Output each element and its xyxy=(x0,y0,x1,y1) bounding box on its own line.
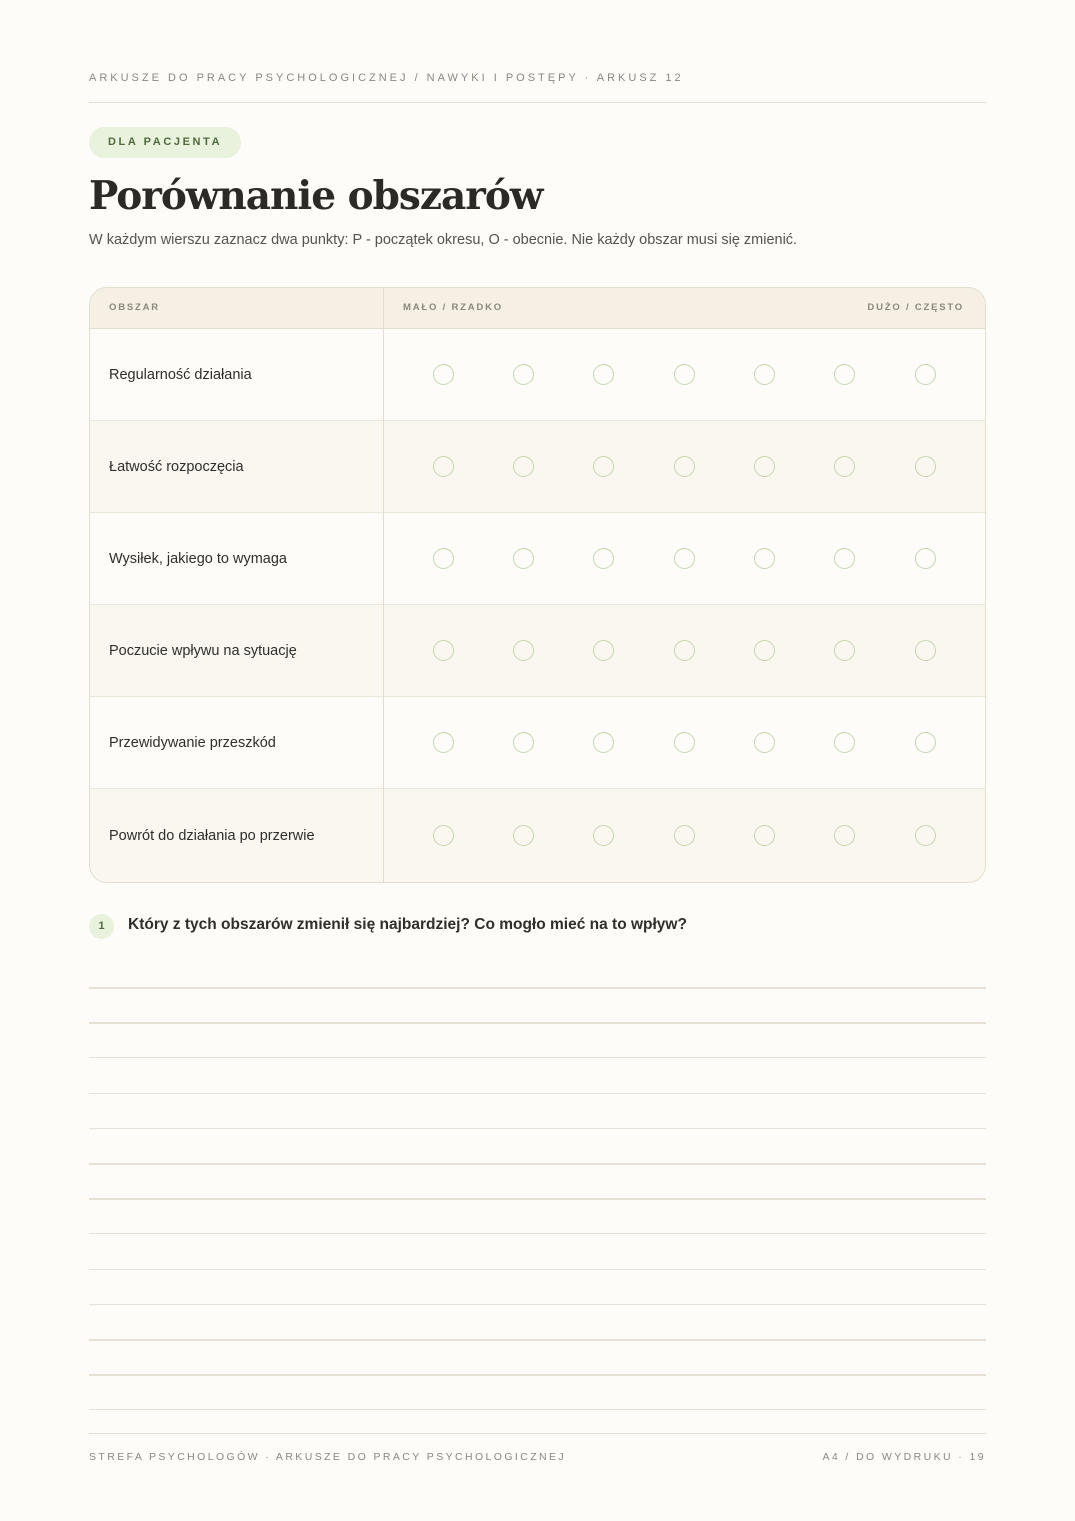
answer-line[interactable] xyxy=(89,1409,986,1410)
answer-line[interactable] xyxy=(89,987,986,989)
answer-line[interactable] xyxy=(89,1304,986,1305)
rating-grid xyxy=(89,287,986,883)
column-header-area: OBSZAR xyxy=(109,302,160,313)
question-number: 1 xyxy=(89,914,114,939)
scale-point-1[interactable] xyxy=(433,456,454,477)
scale-point-1[interactable] xyxy=(433,825,454,846)
scale-point-2[interactable] xyxy=(513,640,534,661)
scale-point-7[interactable] xyxy=(915,732,936,753)
footer-right: A4 / DO WYDRUKU · 19 xyxy=(822,1451,986,1463)
header-divider xyxy=(89,102,986,103)
scale-point-2[interactable] xyxy=(513,456,534,477)
answer-line[interactable] xyxy=(89,1233,986,1234)
question-text: Który z tych obszarów zmienił się najbardziej? Co mogło mieć na to wpływ? xyxy=(128,916,687,933)
scale-point-5[interactable] xyxy=(754,548,775,569)
instructions: W każdym wierszu zaznacz dwa punkty: P - początek okresu, O - obecnie. Nie każdy obszar musi się zmienić. xyxy=(89,232,798,248)
footer-left: STREFA PSYCHOLOGÓW · ARKUSZE DO PRACY PSYCHOLOGICZNEJ xyxy=(89,1451,567,1463)
scale-point-3[interactable] xyxy=(593,825,614,846)
answer-line[interactable] xyxy=(89,1269,986,1270)
answer-line[interactable] xyxy=(89,1163,986,1165)
scale-point-6[interactable] xyxy=(834,364,855,385)
answer-line[interactable] xyxy=(89,1198,986,1200)
row-label: Powrót do działania po przerwie xyxy=(109,827,315,844)
row-label: Łatwość rozpoczęcia xyxy=(109,458,244,475)
scale-point-6[interactable] xyxy=(834,456,855,477)
scale-point-3[interactable] xyxy=(593,364,614,385)
scale-point-4[interactable] xyxy=(674,732,695,753)
scale-point-6[interactable] xyxy=(834,548,855,569)
answer-line[interactable] xyxy=(89,1128,986,1129)
worksheet-page xyxy=(89,0,986,1521)
answer-line[interactable] xyxy=(89,1093,986,1094)
row-label: Przewidywanie przeszkód xyxy=(109,734,276,751)
grid-row xyxy=(90,605,985,697)
scale-point-6[interactable] xyxy=(834,640,855,661)
scale-point-2[interactable] xyxy=(513,732,534,753)
grid-row xyxy=(90,789,985,882)
row-label: Regularność działania xyxy=(109,366,252,383)
scale-point-7[interactable] xyxy=(915,364,936,385)
scale-point-2[interactable] xyxy=(513,364,534,385)
grid-row xyxy=(90,513,985,605)
row-label: Poczucie wpływu na sytuację xyxy=(109,642,297,659)
scale-point-7[interactable] xyxy=(915,548,936,569)
scale-point-1[interactable] xyxy=(433,640,454,661)
scale-point-1[interactable] xyxy=(433,364,454,385)
scale-point-5[interactable] xyxy=(754,825,775,846)
grid-row xyxy=(90,329,985,421)
scale-point-3[interactable] xyxy=(593,732,614,753)
scale-point-2[interactable] xyxy=(513,825,534,846)
grid-header xyxy=(90,288,985,329)
grid-row xyxy=(90,697,985,789)
scale-point-4[interactable] xyxy=(674,548,695,569)
answer-line[interactable] xyxy=(89,1057,986,1058)
scale-point-6[interactable] xyxy=(834,732,855,753)
page-title: Porównanie obszarów xyxy=(89,173,543,219)
scale-point-5[interactable] xyxy=(754,364,775,385)
footer-divider xyxy=(89,1433,986,1434)
scale-point-1[interactable] xyxy=(433,548,454,569)
scale-point-7[interactable] xyxy=(915,825,936,846)
scale-point-1[interactable] xyxy=(433,732,454,753)
scale-point-3[interactable] xyxy=(593,456,614,477)
scale-point-4[interactable] xyxy=(674,640,695,661)
scale-point-2[interactable] xyxy=(513,548,534,569)
scale-point-6[interactable] xyxy=(834,825,855,846)
grid-row xyxy=(90,421,985,513)
answer-line[interactable] xyxy=(89,1339,986,1341)
scale-point-7[interactable] xyxy=(915,640,936,661)
scale-point-3[interactable] xyxy=(593,548,614,569)
column-divider xyxy=(383,288,384,882)
answer-line[interactable] xyxy=(89,1374,986,1376)
answer-line[interactable] xyxy=(89,1022,986,1024)
audience-badge: DLA PACJENTA xyxy=(89,127,241,158)
column-header-high: DUŻO / CZĘSTO xyxy=(867,302,964,313)
breadcrumb: ARKUSZE DO PRACY PSYCHOLOGICZNEJ / NAWYKI I POSTĘPY · ARKUSZ 12 xyxy=(89,72,684,84)
scale-point-5[interactable] xyxy=(754,456,775,477)
scale-point-4[interactable] xyxy=(674,825,695,846)
scale-point-4[interactable] xyxy=(674,456,695,477)
scale-point-4[interactable] xyxy=(674,364,695,385)
column-header-low: MAŁO / RZADKO xyxy=(403,302,503,313)
row-label: Wysiłek, jakiego to wymaga xyxy=(109,550,287,567)
scale-point-3[interactable] xyxy=(593,640,614,661)
scale-point-5[interactable] xyxy=(754,732,775,753)
scale-point-5[interactable] xyxy=(754,640,775,661)
scale-point-7[interactable] xyxy=(915,456,936,477)
